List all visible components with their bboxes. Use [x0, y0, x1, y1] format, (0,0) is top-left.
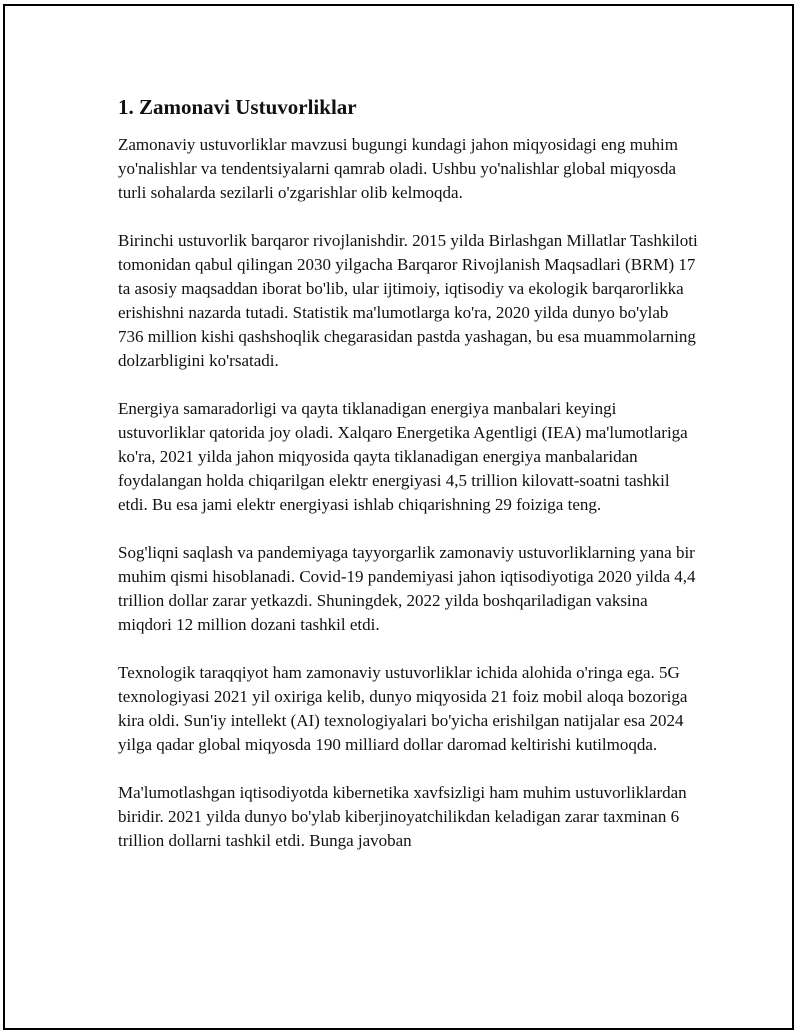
- paragraph-sustainable-development: Birinchi ustuvorlik barqaror rivojlanishdir. 2015 yilda Birlashgan Millatlar Tashkiloti tomonidan qabul qilingan 2030 yilgacha Barqaror Rivojlanish Maqsadlari (BRM) 17 ta asosiy maqsaddan iborat bo'lib, ular ijtimoiy, iqtisodiy va ekologik barqarorlikka erishishni nazarda tutadi. Statistik ma'lumotlarga ko'ra, 2020 yilda dunyo bo'ylab 736 million kishi qashshoqlik chegarasidan pastda yashagan, bu esa muammolarning dolzarbligini ko'rsatadi.: [118, 231, 698, 370]
- paragraph-intro: Zamonaviy ustuvorliklar mavzusi bugungi kundagi jahon miqyosidagi eng muhim yo'nalishlar va tendentsiyalarni qamrab oladi. Ushbu yo'nalishlar global miqyosda turli sohalarda sezilarli o'zgarishlar olib kelmoqda.: [118, 135, 678, 202]
- section-title: 1. Zamonavi Ustuvorliklar: [118, 95, 357, 119]
- document-body: [118, 94, 698, 877]
- paragraph-cybersecurity: Ma'lumotlashgan iqtisodiyotda kibernetika xavfsizligi ham muhim ustuvorliklardan biridir. 2021 yilda dunyo bo'ylab kiberjinoyatchilikdan keladigan zarar taxminan 6 trillion dollarni tashkil etdi. Bunga javoban: [118, 783, 687, 850]
- paragraph-health: Sog'liqni saqlash va pandemiyaga tayyorgarlik zamonaviy ustuvorliklarning yana bir muhim qismi hisoblanadi. Covid-19 pandemiyasi jahon iqtisodiyotiga 2020 yilda 4,4 trillion dollar zarar yetkazdi. Shuningdek, 2022 yilda boshqariladigan vaksina miqdori 12 million dozani tashkil etdi.: [118, 543, 696, 634]
- paragraph-energy: Energiya samaradorligi va qayta tiklanadigan energiya manbalari keyingi ustuvorliklar qatorida joy oladi. Xalqaro Energetika Agentligi (IEA) ma'lumotlariga ko'ra, 2021 yilda jahon miqyosida qayta tiklanadigan energiya manbalaridan foydalangan holda chiqarilgan elektr energiyasi 4,5 trillion kilovatt-soatni tashkil etdi. Bu esa jami elektr energiyasi ishlab chiqarishning 29 foiziga teng.: [118, 399, 688, 514]
- paragraph-technology: Texnologik taraqqiyot ham zamonaviy ustuvorliklar ichida alohida o'ringa ega. 5G texnologiyasi 2021 yil oxiriga kelib, dunyo miqyosida 21 foiz mobil aloqa bozoriga kira oldi. Sun'iy intellekt (AI) texnologiyalari bo'yicha erishilgan natijalar esa 2024 yilga qadar global miqyosda 190 milliard dollar daromad keltirishi kutilmoqda.: [118, 663, 688, 754]
